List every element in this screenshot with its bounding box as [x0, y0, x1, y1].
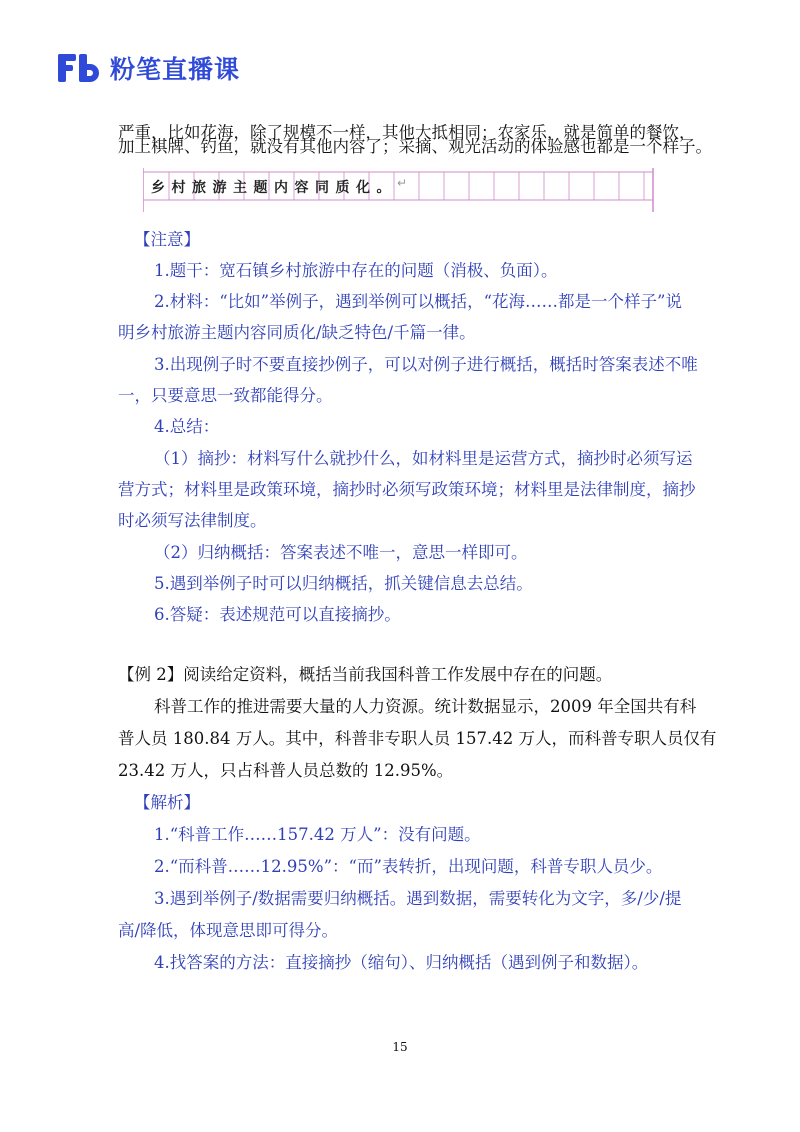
body-text-line: 严重，比如花海，除了规模不一样，其他大抵相同；农家乐，就是简单的餐饮，	[118, 123, 696, 142]
header-logo	[56, 50, 240, 86]
note-line: 2.材料：“比如”举例子，遇到举例可以概括，“花海……都是一个样子”说	[154, 292, 682, 311]
note-line: 6.答疑：表述规范可以直接摘抄。	[154, 605, 401, 624]
fb-logo-icon	[56, 50, 102, 86]
note-line: 一，只要意思一致都能得分。	[118, 386, 333, 405]
material-line: 23.42 万人，只占科普人员总数的 12.95%。	[118, 761, 454, 780]
answer-grid-text: 乡村旅游主题内容同质化。	[151, 180, 397, 196]
note-line: 营方式；材料里是政策环境，摘抄时必须写政策环境；材料里是法律制度，摘抄	[118, 480, 696, 499]
note-line: 1.题干：宽石镇乡村旅游中存在的问题（消极、负面）。	[154, 261, 558, 280]
analysis-line: 4.找答案的方法：直接摘抄（缩句）、归纳概括（遇到例子和数据）。	[154, 953, 649, 972]
answer-grid	[143, 168, 655, 212]
note-line: 4.总结：	[154, 417, 220, 436]
logo-text: 粉笔直播课	[110, 55, 241, 84]
note-heading: 【注意】	[134, 230, 200, 249]
note-line: 5.遇到举例子时可以归纳概括，抓关键信息去总结。	[154, 574, 533, 593]
note-line: 明乡村旅游主题内容同质化/缺乏特色/千篇一律。	[118, 323, 476, 342]
analysis-line: 1.“科普工作……157.42 万人”：没有问题。	[154, 825, 481, 844]
material-line: 科普工作的推进需要大量的人力资源。统计数据显示，2009 年全国共有科	[154, 697, 697, 716]
analysis-heading: 【解析】	[134, 793, 200, 812]
material-line: 普人员 180.84 万人。其中，科普非专职人员 157.42 万人，而科普专职人员仅有	[118, 729, 717, 748]
page-number: 15	[392, 1040, 408, 1054]
note-line: 时必须写法律制度。	[118, 511, 267, 530]
example-question: 【例 2】阅读给定资料，概括当前我国科普工作发展中存在的问题。	[118, 665, 613, 684]
body-text-line: 加上棋牌、钓鱼，就没有其他内容了；采摘、观光活动的体验感也都是一个样子。	[118, 137, 712, 156]
analysis-line: 3.遇到举例子/数据需要归纳概括。遇到数据，需要转化为文字，多/少/提	[154, 889, 682, 908]
paragraph-mark-icon: ↵	[397, 176, 408, 190]
note-line: 3.出现例子时不要直接抄例子，可以对例子进行概括，概括时答案表述不唯	[154, 355, 698, 374]
analysis-line: 高/降低，体现意思即可得分。	[118, 921, 339, 940]
analysis-line: 2.“而科普……12.95%”：“而”表转折，出现问题，科普专职人员少。	[154, 857, 663, 876]
note-line: （2）归纳概括：答案表述不唯一，意思一样即可。	[154, 543, 528, 562]
note-line: （1）摘抄：材料写什么就抄什么，如材料里是运营方式，摘抄时必须写运	[154, 449, 693, 468]
